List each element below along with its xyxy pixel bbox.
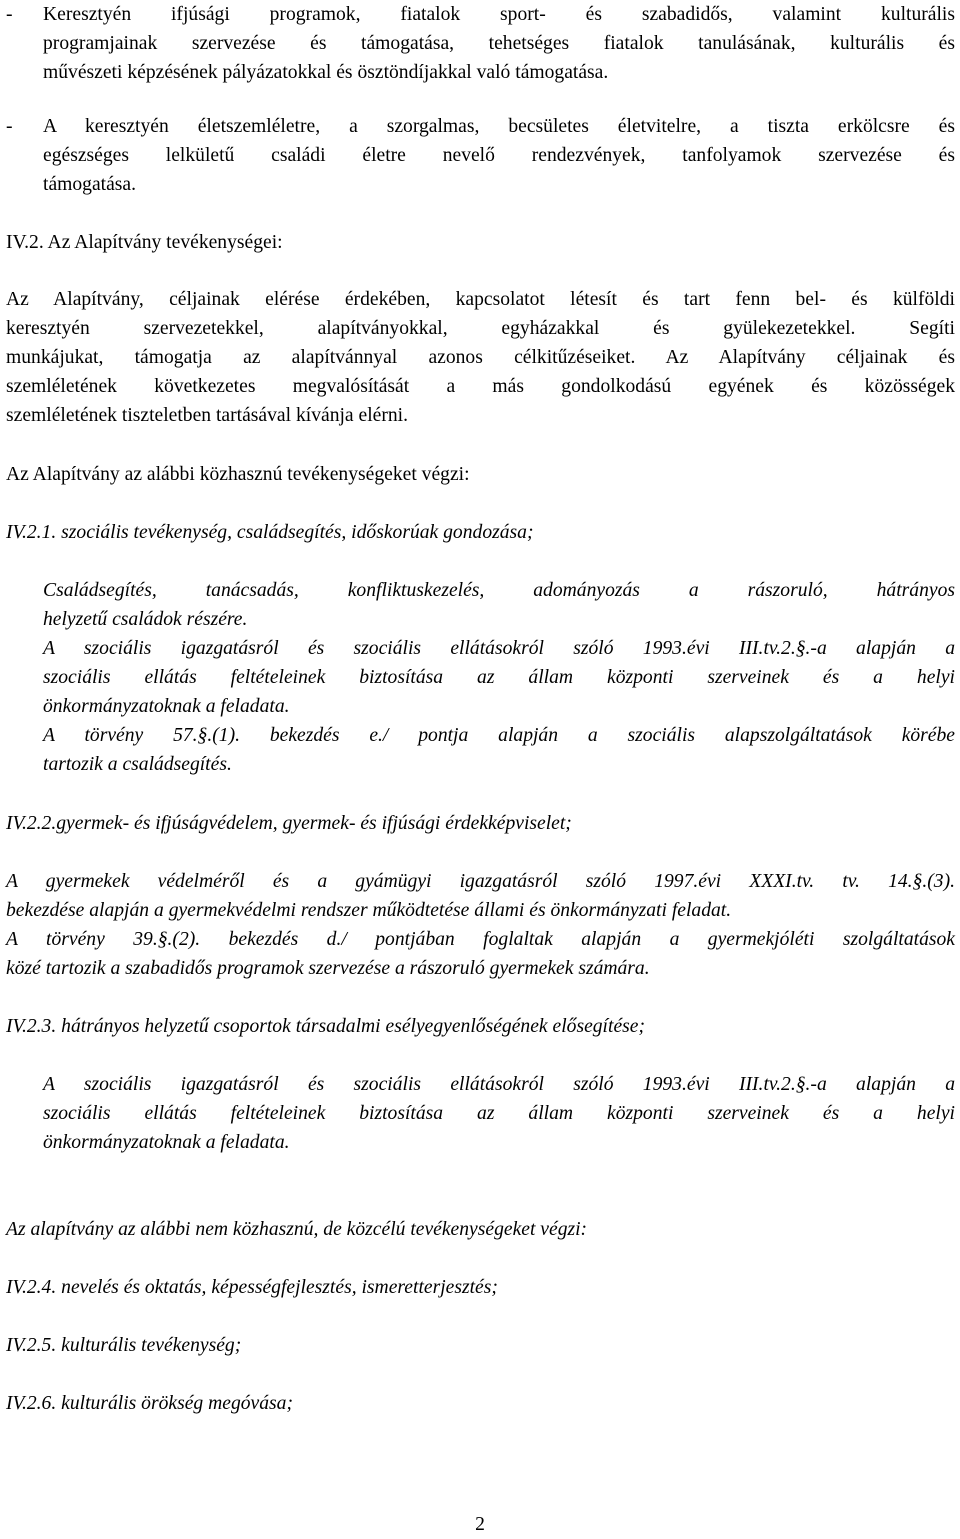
- text-line: munkájukat, támogatja az alapítvánnyal azonos célkitűzéseiket. Az Alapítvány céljainak és: [6, 347, 955, 368]
- item-body-421: [43, 576, 955, 779]
- bullet-dash: -: [6, 116, 13, 137]
- item-heading-426: IV.2.6. kulturális örökség megóvása;: [6, 1393, 293, 1414]
- item-heading-423: IV.2.3. hátrányos helyzetű csoportok társadalmi esélyegyenlőségének elősegítése;: [6, 1016, 645, 1037]
- item-heading-425: IV.2.5. kulturális tevékenység;: [6, 1335, 242, 1356]
- bullet-dash: -: [6, 4, 13, 25]
- text-line: A gyermekek védelméről és a gyámügyi igazgatásról szóló 1997.évi XXXI.tv. tv. 14.§.(3).: [6, 871, 955, 892]
- text-line: A törvény 57.§.(1). bekezdés e./ pontja alapján a szociális alapszolgáltatások körébe: [43, 725, 955, 746]
- item-heading-422: IV.2.2.gyermek- és ifjúságvédelem, gyermek- és ifjúsági érdekképviselet;: [6, 813, 572, 834]
- item-heading-424: IV.2.4. nevelés és oktatás, képességfejlesztés, ismeretterjesztés;: [6, 1277, 498, 1298]
- text-line: bekezdése alapján a gyermekvédelmi rendszer működtetése állami és önkormányzati feladat.: [6, 900, 732, 921]
- item-body-422: [6, 867, 955, 983]
- text-line: programjainak szervezése és támogatása, tehetséges fiatalok tanulásának, kulturális és: [43, 33, 955, 54]
- text-line: szemléletének következetes megvalósítását a más gondolkodású egyének és közösségek: [6, 376, 955, 397]
- text-line: közé tartozik a szabadidős programok szervezése a rászoruló gyermekek számára.: [6, 958, 650, 979]
- item-body-423: [43, 1070, 955, 1157]
- text-line: Családsegítés, tanácsadás, konfliktuskezelés, adományozás a rászoruló, hátrányos: [43, 580, 955, 601]
- text-line: helyzetű családok részére.: [43, 609, 248, 630]
- text-line: önkormányzatoknak a feladata.: [43, 1132, 290, 1153]
- bullet-paragraph: [43, 112, 955, 199]
- text-line: tartozik a családsegítés.: [43, 754, 232, 775]
- page-number: 2: [475, 1514, 485, 1535]
- bullet-paragraph: [43, 0, 955, 87]
- text-line: Keresztyén ifjúsági programok, fiatalok sport- és szabadidős, valamint kulturális: [43, 4, 955, 25]
- text-line: A szociális igazgatásról és szociális ellátásokról szóló 1993.évi III.tv.2.§.-a alapján a: [43, 638, 955, 659]
- section-heading: IV.2. Az Alapítvány tevékenységei:: [6, 232, 283, 253]
- text-line: egészséges lelkületű családi életre nevelő rendezvények, tanfolyamok szervezése és: [43, 145, 955, 166]
- kozcelu-intro: Az alapítvány az alábbi nem közhasznú, de közcélú tevékenységeket végzi:: [6, 1219, 588, 1240]
- text-line: szemléletének tiszteletben tartásával kívánja elérni.: [6, 405, 409, 426]
- text-line: A szociális igazgatásról és szociális ellátásokról szóló 1993.évi III.tv.2.§.-a alapján a: [43, 1074, 955, 1095]
- text-line: szociális ellátás feltételeinek biztosítása az állam központi szerveinek és a helyi: [43, 1103, 955, 1124]
- text-line: művészeti képzésének pályázatokkal és ösztöndíjakkal való támogatása.: [43, 62, 609, 83]
- text-line: támogatása.: [43, 174, 137, 195]
- text-line: önkormányzatoknak a feladata.: [43, 696, 290, 717]
- text-line: A keresztyén életszemléletre, a szorgalmas, becsületes életvitelre, a tiszta erkölcsre és: [43, 116, 955, 137]
- kozhasznu-intro: Az Alapítvány az alábbi közhasznú tevékenységeket végzi:: [6, 464, 470, 485]
- text-line: szociális ellátás feltételeinek biztosítása az állam központi szerveinek és a helyi: [43, 667, 955, 688]
- text-line: A törvény 39.§.(2). bekezdés d./ pontjában foglaltak alapján a gyermekjóléti szolgáltatások: [6, 929, 955, 950]
- text-line: keresztyén szervezetekkel, alapítványokkal, egyházakkal és gyülekezetekkel. Segíti: [6, 318, 955, 339]
- text-line: Az Alapítvány, céljainak elérése érdekében, kapcsolatot létesít és tart fenn bel- és külföldi: [6, 289, 955, 310]
- item-heading-421: IV.2.1. szociális tevékenység, családsegítés, időskorúak gondozása;: [6, 522, 534, 543]
- intro-paragraph: [6, 285, 955, 430]
